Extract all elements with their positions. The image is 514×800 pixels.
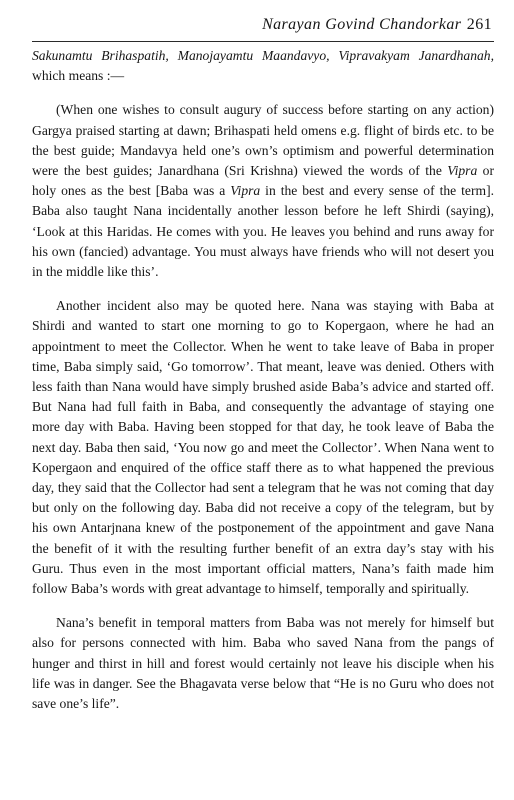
sanskrit-verse: Sakunamtu Brihaspatih, Manojayamtu Maandavyo, Vipravakyam Janardhanah, [32,48,494,63]
running-header [262,16,492,34]
italic-term-vipra: Vipra [447,163,478,179]
temporal-benefit-paragraph: Nana’s benefit in temporal matters from Baba was not merely for himself but also for persons connected with him. Baba who saved Nana from the pangs of hunger and thirst in hill and forest would certainly not leave his disciple when his life was in danger. See the Bhagavata verse below that “He is no Guru who does not save one’s life”. [32,615,494,712]
running-title: Narayan Govind Chandorkar [262,16,462,33]
header-rule [32,41,494,42]
sanskrit-verse-paragraph [32,46,494,86]
page-number: 261 [466,16,492,33]
page-body [32,46,494,714]
verse-lead-in: which means :— [32,68,125,84]
italic-term-vipra: Vipra [230,183,261,199]
verse-explanation-paragraph: (When one wishes to consult augury of success before starting on any action) Gargya praised starting at dawn; Brihaspati held omens e.g. flight of birds etc. to be the best guide; Mandavya held one’s own’s optimism and powerful determination were the best guides; Janardhana (Sri Krishna) viewed the words of the Vipra or holy ones as the best [Baba was a Vipra in the best and every sense of the term]. Baba also taught Nana incidentally another lesson before he left Shirdi (saying), ‘Look at this Haridas. He comes with you. He leaves you behind and runs away for his own (fancied) advantage. You must always have friends who will not desert you in the middle like this’. [32,102,494,280]
collector-incident-paragraph: Another incident also may be quoted here. Nana was staying with Baba at Shirdi and wanted to start one morning to go to Kopergaon, where he had an appointment to meet the Collector. When he went to take leave of Baba in proper time, Baba simply said, ‘Go tomorrow’. That meant, leave was denied. Others with less faith than Nana would have simply brushed aside Baba’s advice and started off. But Nana had full faith in Baba, and consequently the advantage of staying one more day with Baba. Having been stopped for that day, he took leave of Baba the next day. Baba then said, ‘You now go and meet the Collector’. When Nana went to Kopergaon and enquired of the office staff there as to what happened the previous day, they said that the Collector had sent a telegram that he was not coming that day but only on the following day. Baba did not receive a copy of the telegram, but by his own Antarjnana knew of the postponement of the appointment and gave Nana the benefit of it with the resulting further benefit of an extra day’s stay with his Guru. Thus even in the most important official matters, Nana’s faith made him follow Baba’s words with great advantage to himself, temporally and spiritually. [32,298,494,597]
